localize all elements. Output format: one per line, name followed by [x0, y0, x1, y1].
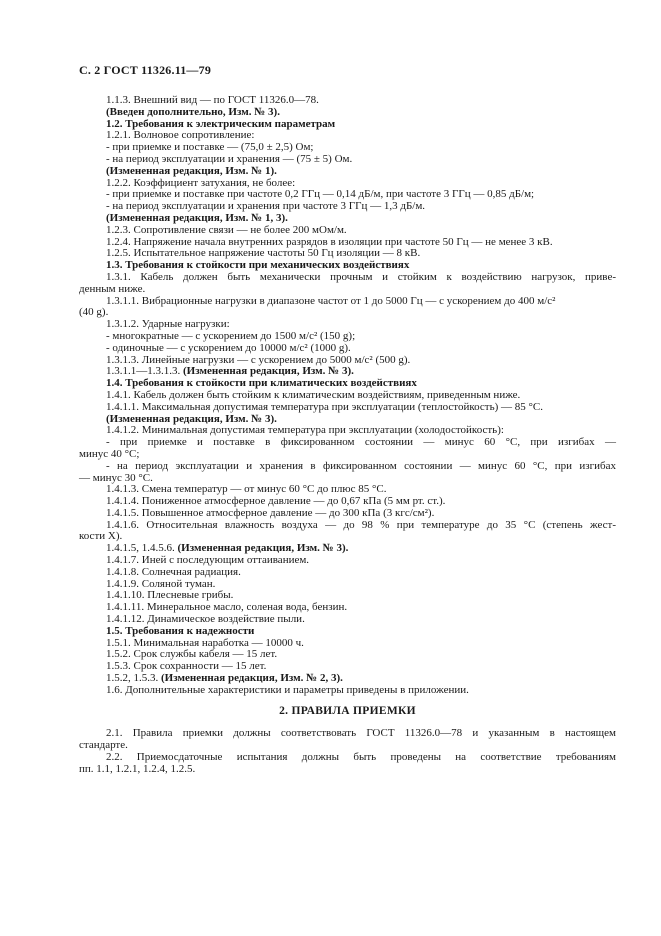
text-line: 1.2.1. Волновое сопротивление:	[106, 129, 255, 142]
text-line: 1.2.4. Напряжение начала внутренних разрядов в изоляции при частоте 50 Гц — не менее 3 кВ.	[106, 235, 553, 248]
text-line: 2.1. Правила приемки должны соответствовать ГОСТ 11326.0—78 и указанным в настоящем	[106, 727, 616, 740]
amendment-note: (Измененная редакция, Изм. № 3).	[177, 542, 349, 555]
amendment-note: (Введен дополнительно, Изм. № 3).	[106, 105, 280, 118]
text-line: 1.5.2. Срок службы кабеля — 15 лет.	[106, 648, 278, 661]
list-item: - одиночные — с ускорением до 10000 м/с² (1000 g).	[106, 341, 351, 354]
clause-ref: 1.5.2, 1.5.3.	[106, 672, 161, 685]
text-line: 1.3.1.2. Ударные нагрузки:	[106, 318, 230, 331]
text-line: 1.5.1. Минимальная наработка — 10000 ч.	[106, 636, 304, 649]
text-line: 1.3.1.3. Линейные нагрузки — с ускорением до 5000 м/с² (500 g).	[106, 353, 411, 366]
text-line: 1.3.1. Кабель должен быть механически прочным и стойким к воздействию нагрузок, приве-	[106, 270, 616, 283]
text-line: пп. 1.1, 1.2.1, 1.2.4, 1.2.5.	[79, 762, 196, 775]
text-line: минус 40 °С;	[79, 447, 140, 460]
text-line: 1.4.1.11. Минеральное масло, соленая вода, бензин.	[106, 601, 348, 614]
text-line: 1.2.3. Сопротивление связи — не более 200 мОм/м.	[106, 223, 347, 236]
list-item: - при приемке и поставке при частоте 0,2 ГГц — 0,14 дБ/м, при частоте 3 ГГц — 0,85 дБ/м;	[106, 188, 535, 201]
text-line: 1.4.1.4. Пониженное атмосферное давление — до 0,67 кПа (5 мм рт. ст.).	[106, 495, 446, 508]
subsection-heading: 1.4. Требования к стойкости при климатических воздействиях	[106, 377, 417, 390]
amendment-note: (Измененная редакция, Изм. № 3).	[183, 365, 354, 378]
subsection-heading: 1.3. Требования к стойкости при механических воздействиях	[106, 259, 410, 272]
text-line: стандарте.	[79, 739, 128, 752]
text-line: 1.4.1.10. Плесневые грибы.	[106, 589, 234, 602]
text-line: денным ниже.	[79, 282, 146, 295]
text-line: — минус 30 °С.	[79, 471, 153, 484]
list-item: - многократные — с ускорением до 1500 м/с² (150 g);	[106, 329, 356, 342]
text-line: 1.1.3. Внешний вид — по ГОСТ 11326.0—78.	[106, 94, 319, 106]
amendment-note: (Измененная редакция, Изм. № 2, 3).	[161, 672, 343, 685]
subsection-heading: 1.2. Требования к электрическим параметрам	[106, 117, 336, 130]
text-line: 1.4.1.3. Смена температур — от минус 60 °С до плюс 85 °С.	[106, 483, 387, 496]
list-item: - при приемке и поставке в фиксированном состоянии — минус 60 °С, при изгибах —	[106, 436, 616, 449]
text-line: кости X).	[79, 530, 123, 543]
text-line: 1.4.1.1. Максимальная допустимая температура при эксплуатации (теплостойкость) — 85 °С.	[106, 400, 544, 413]
page-header: С. 2 ГОСТ 11326.11—79	[79, 63, 212, 77]
text-line: 1.2.5. Испытательное напряжение частоты 50 Гц изоляции — 8 кВ.	[106, 247, 421, 260]
text-line: 1.2.2. Коэффициент затухания, не более:	[106, 176, 296, 189]
text-line: 1.4.1.9. Соляной туман.	[106, 577, 216, 590]
text-line: 1.4.1.8. Солнечная радиация.	[106, 565, 241, 578]
list-item: - при приемке и поставке — (75,0 ± 2,5) Ом;	[106, 141, 314, 154]
section-title: 2. ПРАВИЛА ПРИЕМКИ	[279, 704, 416, 717]
list-item: - на период эксплуатации и хранения — (75 ± 5) Ом.	[106, 152, 353, 165]
text-line: 1.4.1.6. Относительная влажность воздуха — до 98 % при температуре до 35 °С (степень жест-	[106, 518, 616, 531]
text-line: 1.3.1.1. Вибрационные нагрузки в диапазоне частот от 1 до 5000 Гц — с ускорением до 400 м/с²	[106, 294, 556, 307]
text-line: 1.4.1.2. Минимальная допустимая температура при эксплуатации (холодостойкость):	[106, 424, 504, 437]
document-body	[79, 95, 616, 776]
list-item: - на период эксплуатации и хранения при частоте 3 ГГц — 1,3 дБ/м.	[106, 200, 426, 213]
text-line: 1.4.1. Кабель должен быть стойким к климатическим воздействиям, приведенным ниже.	[106, 388, 521, 401]
text-line: 1.4.1.7. Иней с последующим оттаиванием.	[106, 554, 310, 567]
text-line: 2.2. Приемосдаточные испытания должны быть проведены на соответствие требованиям	[106, 751, 616, 764]
amendment-note: (Измененная редакция, Изм. № 1, 3).	[106, 211, 288, 224]
amendment-note: (Измененная редакция, Изм. № 3).	[106, 412, 277, 425]
text-line: 1.5.3. Срок сохранности — 15 лет.	[106, 660, 267, 673]
clause-ref: 1.4.1.5, 1.4.5.6.	[106, 542, 178, 555]
clause-ref: 1.3.1.1—1.3.1.3.	[106, 365, 183, 378]
subsection-heading: 1.5. Требования к надежности	[106, 624, 255, 637]
text-line: 1.6. Дополнительные характеристики и параметры приведены в приложении.	[106, 683, 469, 696]
text-line: (40 g).	[79, 306, 109, 319]
text-line: 1.4.1.5. Повышенное атмосферное давление — до 300 кПа (3 кгс/см²).	[106, 506, 435, 519]
text-line: 1.4.1.12. Динамическое воздействие пыли.	[106, 613, 305, 626]
list-item: - на период эксплуатации и хранения в фиксированном состоянии — минус 60 °С, при изгибах	[106, 459, 616, 472]
amendment-note: (Измененная редакция, Изм. № 1).	[106, 164, 277, 177]
